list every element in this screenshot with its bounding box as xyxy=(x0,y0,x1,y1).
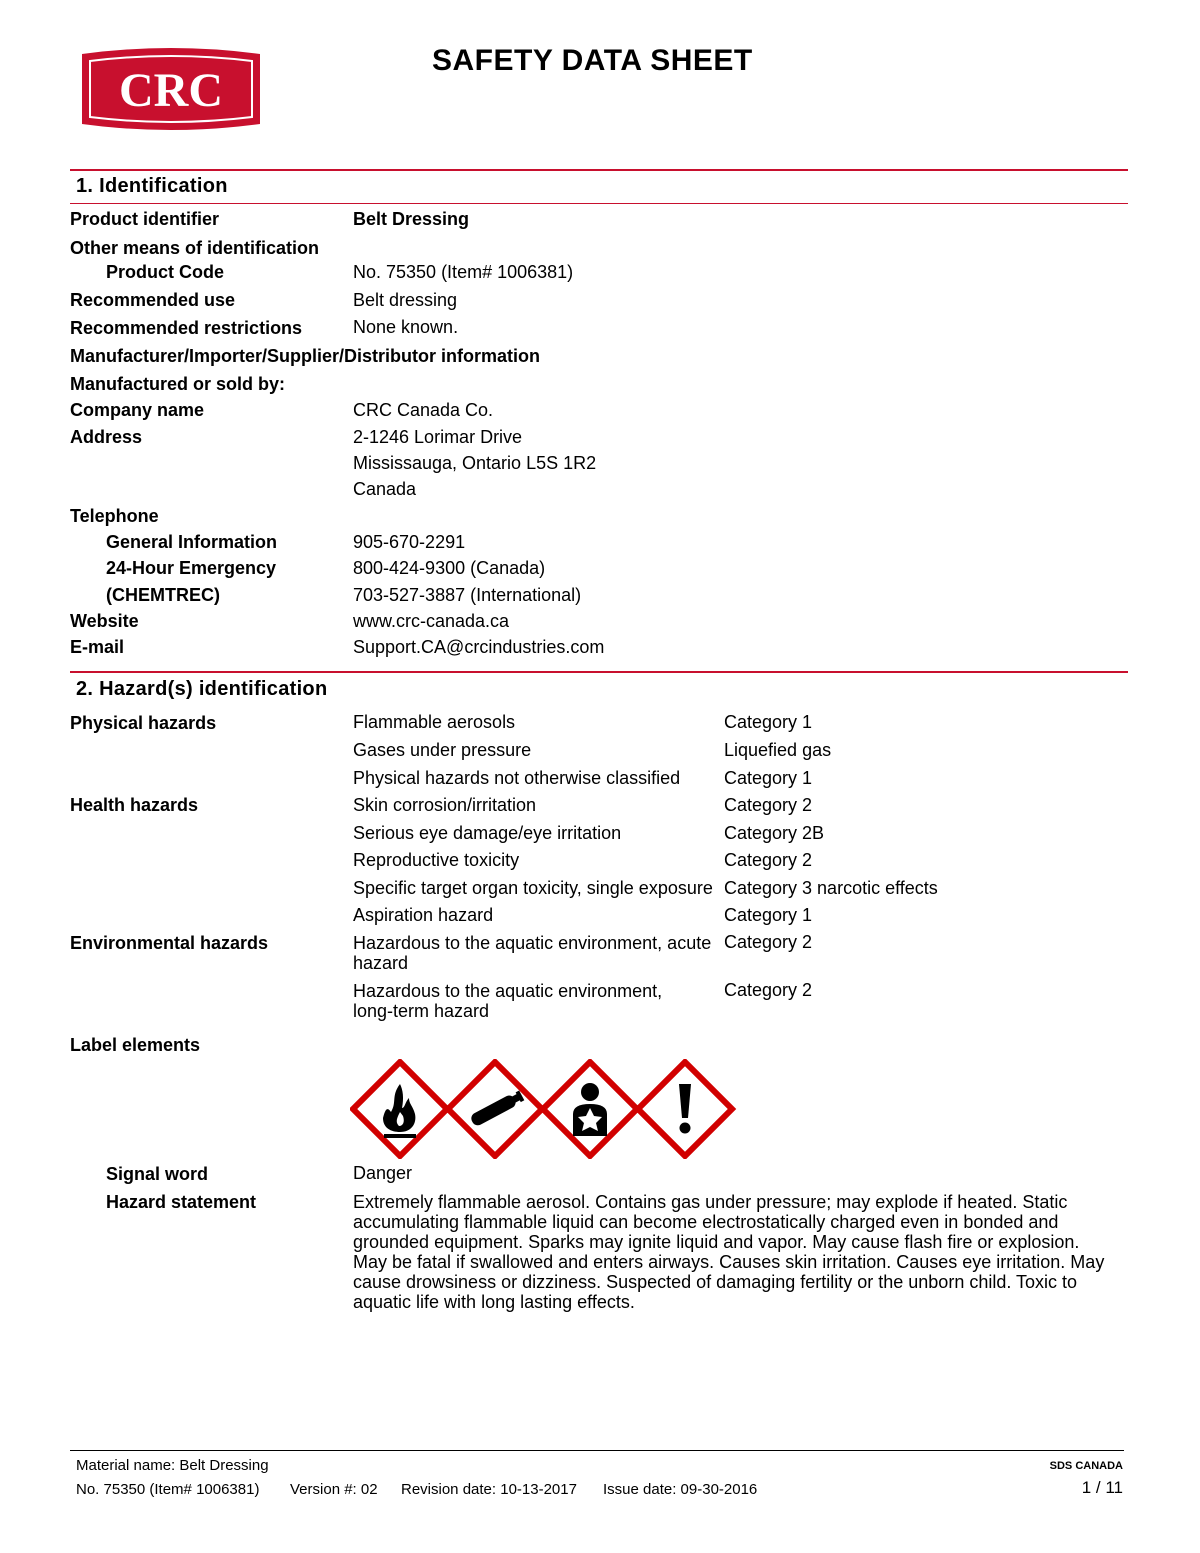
signal-word-value: Danger xyxy=(353,1163,413,1183)
hazard-category: Category 2B xyxy=(724,823,825,843)
hazard-category: Category 3 narcotic effects xyxy=(724,878,938,898)
manufactured-by-label: Manufactured or sold by: xyxy=(70,374,286,394)
product-code-label: Product Code xyxy=(106,262,225,282)
chemtrec-label: (CHEMTREC) xyxy=(106,585,220,605)
health-hazard-icon xyxy=(543,1062,637,1156)
product-identifier-value: Belt Dressing xyxy=(353,209,470,229)
emergency-phone-international: 703-527-3887 (International) xyxy=(353,585,582,605)
hazard-category: Category 1 xyxy=(724,768,813,788)
section-rule xyxy=(70,203,1128,204)
email-link[interactable]: Support.CA@crcindustries.com xyxy=(353,637,605,657)
company-name-value: CRC Canada Co. xyxy=(353,400,494,420)
signal-word-label: Signal word xyxy=(106,1164,209,1184)
hazard-class: Gases under pressure xyxy=(353,740,532,760)
hazard-class: Hazardous to the aquatic environment, long-term hazard xyxy=(353,981,663,1021)
recommended-restrictions-value: None known. xyxy=(353,317,459,337)
company-name-label: Company name xyxy=(70,400,205,420)
recommended-restrictions-label: Recommended restrictions xyxy=(70,318,303,338)
hazard-class: Skin corrosion/irritation xyxy=(353,795,537,815)
environmental-hazards-label: Environmental hazards xyxy=(70,933,269,953)
telephone-label: Telephone xyxy=(70,506,159,526)
health-hazards-label: Health hazards xyxy=(70,795,199,815)
product-identifier-label: Product identifier xyxy=(70,209,220,229)
hazard-class: Reproductive toxicity xyxy=(353,850,520,870)
manufacturer-info-label: Manufacturer/Importer/Supplier/Distributor information xyxy=(70,346,541,366)
address-line: 2-1246 Lorimar Drive xyxy=(353,427,523,447)
section-rule xyxy=(70,169,1128,171)
ghs-pictograms xyxy=(350,1059,740,1159)
hazard-statement-text: Extremely flammable aerosol. Contains gas under pressure; may explode if heated. Static accumulating flammable liquid can become electrostatically charged even in bonded and grounded equipment. Sparks may ignite liquid and vapor. May cause flash fire or explosion. May be fatal if swallowed and enters airways. Causes skin irritation. Causes eye irritation. May cause drowsiness or dizziness. Suspected of damaging fertility or the unborn child. Toxic to aquatic life with long lasting effects. xyxy=(353,1192,1105,1312)
general-info-label: General Information xyxy=(106,532,278,552)
other-means-label: Other means of identification xyxy=(70,238,320,258)
address-label: Address xyxy=(70,427,143,447)
footer-product-number: No. 75350 (Item# 1006381) xyxy=(76,1481,260,1498)
hazard-category: Category 2 xyxy=(724,932,813,952)
label-elements-label: Label elements xyxy=(70,1035,201,1055)
general-info-phone: 905-670-2291 xyxy=(353,532,466,552)
email-label: E-mail xyxy=(70,637,125,657)
physical-hazards-label: Physical hazards xyxy=(70,713,217,733)
hazard-category: Category 1 xyxy=(724,712,813,732)
hazard-category: Category 2 xyxy=(724,980,813,1000)
address-line: Canada xyxy=(353,479,417,499)
document-title: SAFETY DATA SHEET xyxy=(432,44,753,77)
hazard-category: Category 2 xyxy=(724,795,813,815)
footer-material-name: Material name: Belt Dressing xyxy=(76,1457,269,1474)
hazard-class: Flammable aerosols xyxy=(353,712,516,732)
address-line: Mississauga, Ontario L5S 1R2 xyxy=(353,453,597,473)
emergency-label: 24-Hour Emergency xyxy=(106,558,277,578)
hazard-class: Hazardous to the aquatic environment, acute hazard xyxy=(353,933,712,973)
hazard-class: Serious eye damage/eye irritation xyxy=(353,823,622,843)
section-2-heading: 2. Hazard(s) identification xyxy=(76,678,328,700)
hazard-class: Physical hazards not otherwise classified xyxy=(353,768,681,788)
recommended-use-value: Belt dressing xyxy=(353,290,458,310)
section-1-heading: 1. Identification xyxy=(76,175,228,197)
hazard-category: Category 2 xyxy=(724,850,813,870)
hazard-class: Aspiration hazard xyxy=(353,905,494,925)
footer-rule xyxy=(70,1450,1124,1451)
footer-page-number: 1 / 11 xyxy=(1081,1478,1123,1497)
flame-icon xyxy=(353,1062,447,1156)
website-label: Website xyxy=(70,611,139,631)
exclamation-mark-icon xyxy=(638,1062,732,1156)
footer-version: Version #: 02 xyxy=(290,1481,378,1498)
section-rule xyxy=(70,671,1128,673)
crc-logo xyxy=(76,44,266,134)
svg-text:CRC: CRC xyxy=(119,64,223,117)
emergency-phone-canada: 800-424-9300 (Canada) xyxy=(353,558,546,578)
recommended-use-label: Recommended use xyxy=(70,290,236,310)
gas-cylinder-icon xyxy=(448,1062,542,1156)
website-link[interactable]: www.crc-canada.ca xyxy=(353,611,510,631)
hazard-class: Specific target organ toxicity, single exposure xyxy=(353,878,713,898)
footer-region: SDS CANADA xyxy=(1049,1460,1123,1472)
product-code-value: No. 75350 (Item# 1006381) xyxy=(353,262,574,282)
hazard-statement-label: Hazard statement xyxy=(106,1192,257,1212)
footer-revision-date: Revision date: 10-13-2017 xyxy=(401,1481,577,1498)
hazard-category: Liquefied gas xyxy=(724,740,832,760)
hazard-category: Category 1 xyxy=(724,905,813,925)
footer-issue-date: Issue date: 09-30-2016 xyxy=(603,1481,758,1498)
